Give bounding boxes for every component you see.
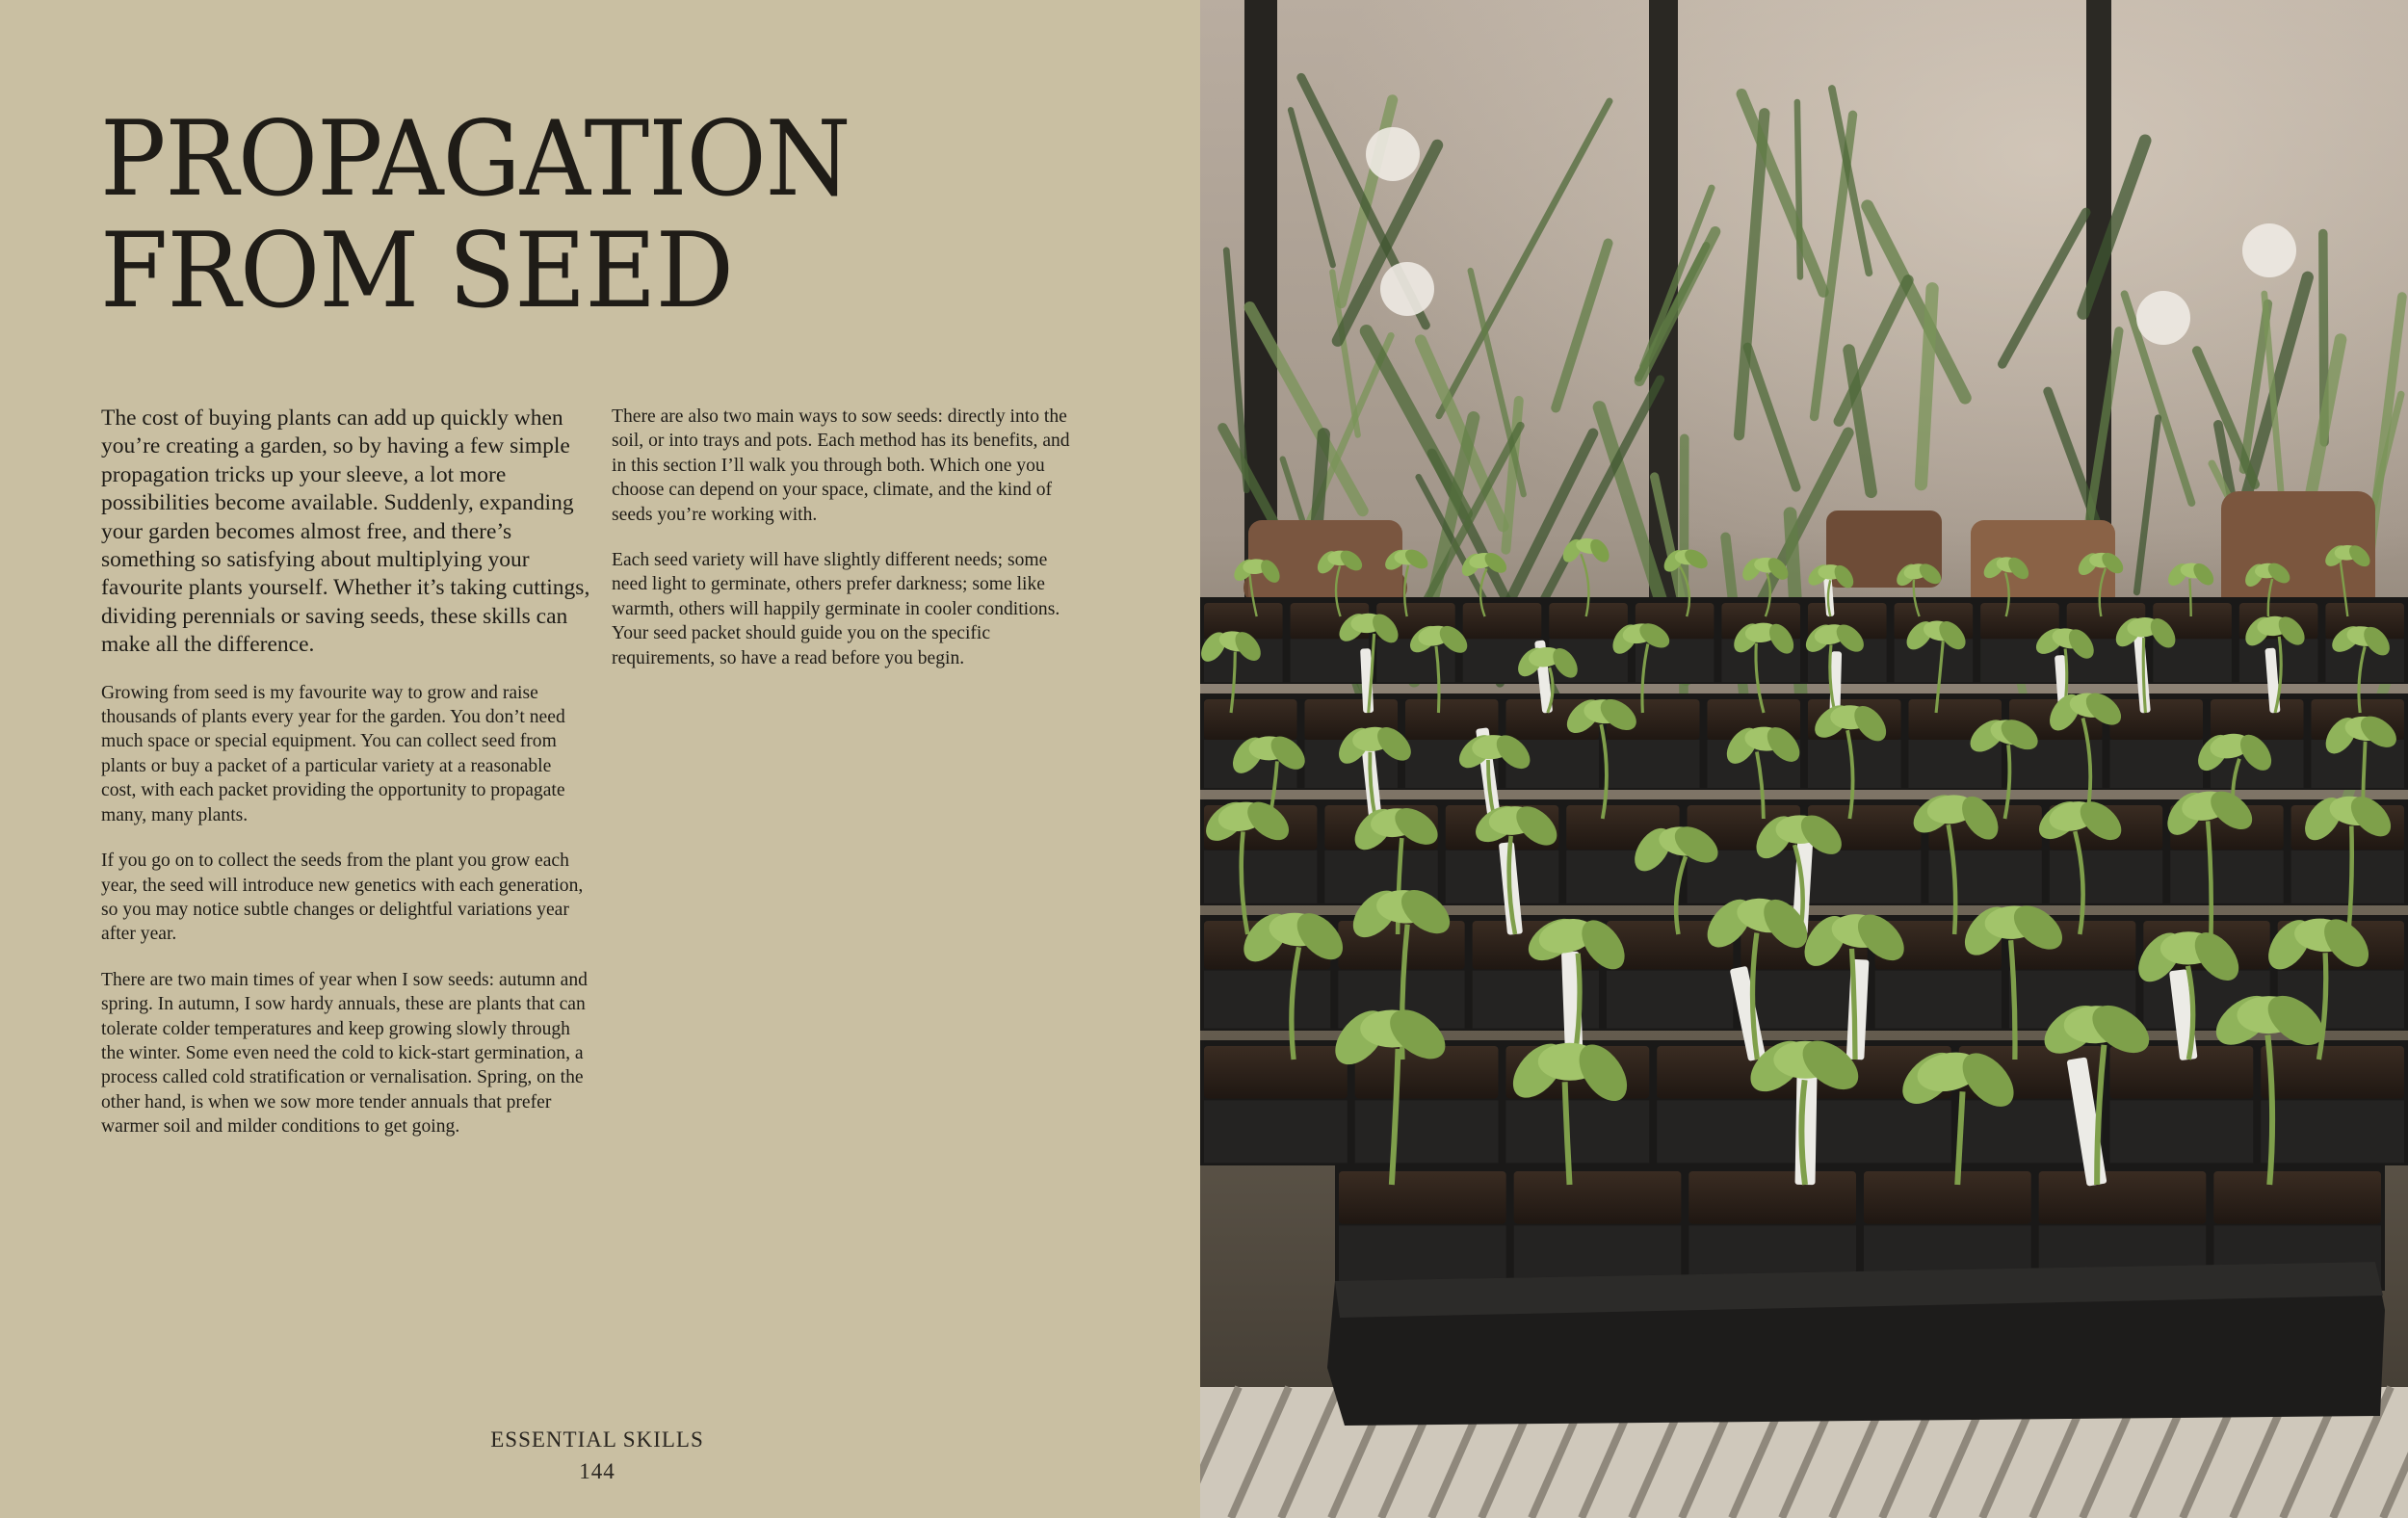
soil-cell: [1339, 1171, 1506, 1224]
soil-cell: [2211, 699, 2304, 740]
tray-cell-wall: [1808, 1100, 1951, 1163]
tray-cell-wall: [2170, 851, 2283, 903]
tray-cell-wall: [1204, 1100, 1348, 1163]
text-column-2: [612, 405, 1079, 692]
soil-cell: [2213, 1171, 2381, 1224]
soil-cell: [1463, 603, 1542, 640]
tray-cell-wall: [1506, 1100, 1650, 1163]
tray-cell-wall: [1204, 971, 1330, 1029]
tray-cell-wall: [1607, 740, 1700, 788]
footer-section-title: ESSENTIAL SKILLS: [490, 1427, 704, 1452]
soil-cell: [2110, 699, 2204, 740]
text-column-1: [101, 405, 590, 1161]
tray-cell-wall: [2291, 851, 2404, 903]
soil-cell: [1204, 699, 1297, 740]
page-title-line-1: PROPAGATION: [100, 99, 851, 220]
body-paragraph: Each seed variety will have slightly different needs; some need light to germinate, others prefer darkness; some like warmth, others will happily germinate in cooler conditions. Your seed packet should guide you on the specific requirements, so have a read before you begin.: [612, 550, 1060, 668]
background-leaf: [1797, 102, 1800, 277]
soil-cell: [1514, 1171, 1682, 1224]
seedling-stem: [2189, 579, 2190, 616]
left-page: [0, 0, 1200, 1518]
body-paragraph: There are also two main ways to sow seeds: directly into the soil, or into trays and pots. Each method has its benefits, and in this section I’ll walk you through both. Which one you choose can depend on your space, climate, and the kind of seeds you’re working with.: [612, 406, 1070, 525]
page-title: [100, 99, 851, 331]
tray-cell-wall: [2110, 740, 2204, 788]
white-flower: [1366, 127, 1420, 181]
tray-cell-wall: [1928, 851, 2041, 903]
tray-cell-wall: [1355, 1100, 1499, 1163]
tray-cell-wall: [1291, 639, 1370, 682]
white-flower: [2242, 223, 2296, 277]
body-paragraph: Growing from seed is my favourite way to grow and raise thousands of plants every year for the garden. You don’t need much space or special equipment. You can collect seed from plants or buy a packet of a particular variety at a reasonable cost, with each packet providing the opportunity to propagate many, many plants.: [101, 682, 565, 825]
body-paragraph: There are two main times of year when I sow seeds: autumn and spring. In autumn, I sow hardy annuals, these are plants that can tolerate colder temperatures and keep growing slowly through the winter. Some even need the cold to kick-start germination, a process called cold stratification or vernalisation. Spring, on the other hand, is when we sow more tender annuals that prefer warmer soil and milder conditions to get going.: [101, 969, 588, 1138]
tray-cell-wall: [1657, 1100, 1800, 1163]
tray-cell-wall: [2050, 851, 2162, 903]
tray-cell-wall: [2110, 1100, 2254, 1163]
tray-cell-wall: [2312, 740, 2405, 788]
white-flower: [1380, 262, 1434, 316]
page-title-line-2: FROM SEED: [100, 211, 734, 331]
soil-cell: [2261, 1046, 2404, 1099]
seedling-trays-photo: [1200, 0, 2408, 1518]
tray-cell-wall: [1808, 851, 1921, 903]
soil-cell: [1864, 1171, 2031, 1224]
soil-cell: [2039, 1171, 2207, 1224]
page-number: 144: [579, 1459, 615, 1483]
tray-cell-wall: [1607, 971, 1733, 1029]
tray-cell-wall: [1204, 851, 1317, 903]
body-paragraph: If you go on to collect the seeds from the plant you grow each year, the seed will introduce new genetics with each generation, so you may notice subtle changes or delightful variations year after year.: [101, 851, 584, 945]
white-flower: [2136, 291, 2190, 345]
tray-cell-wall: [2261, 1100, 2404, 1163]
page-footer: [405, 1424, 790, 1487]
soil-cell: [1204, 1046, 1348, 1099]
lead-paragraph: The cost of buying plants can add up quickly when you’re creating a garden, so by having a few simple propagation tricks up your sleeve, a lot more possibilities become available. Suddenly, expanding your garden becomes almost free, and there’s something so satisfying about multiplying your favourite plants yourself. Whether it’s taking cuttings, dividing perennials or saving seeds, these skills can make all the difference.: [101, 406, 590, 658]
tray-cell-wall: [1875, 971, 2002, 1029]
soil-cell: [1688, 1171, 1856, 1224]
